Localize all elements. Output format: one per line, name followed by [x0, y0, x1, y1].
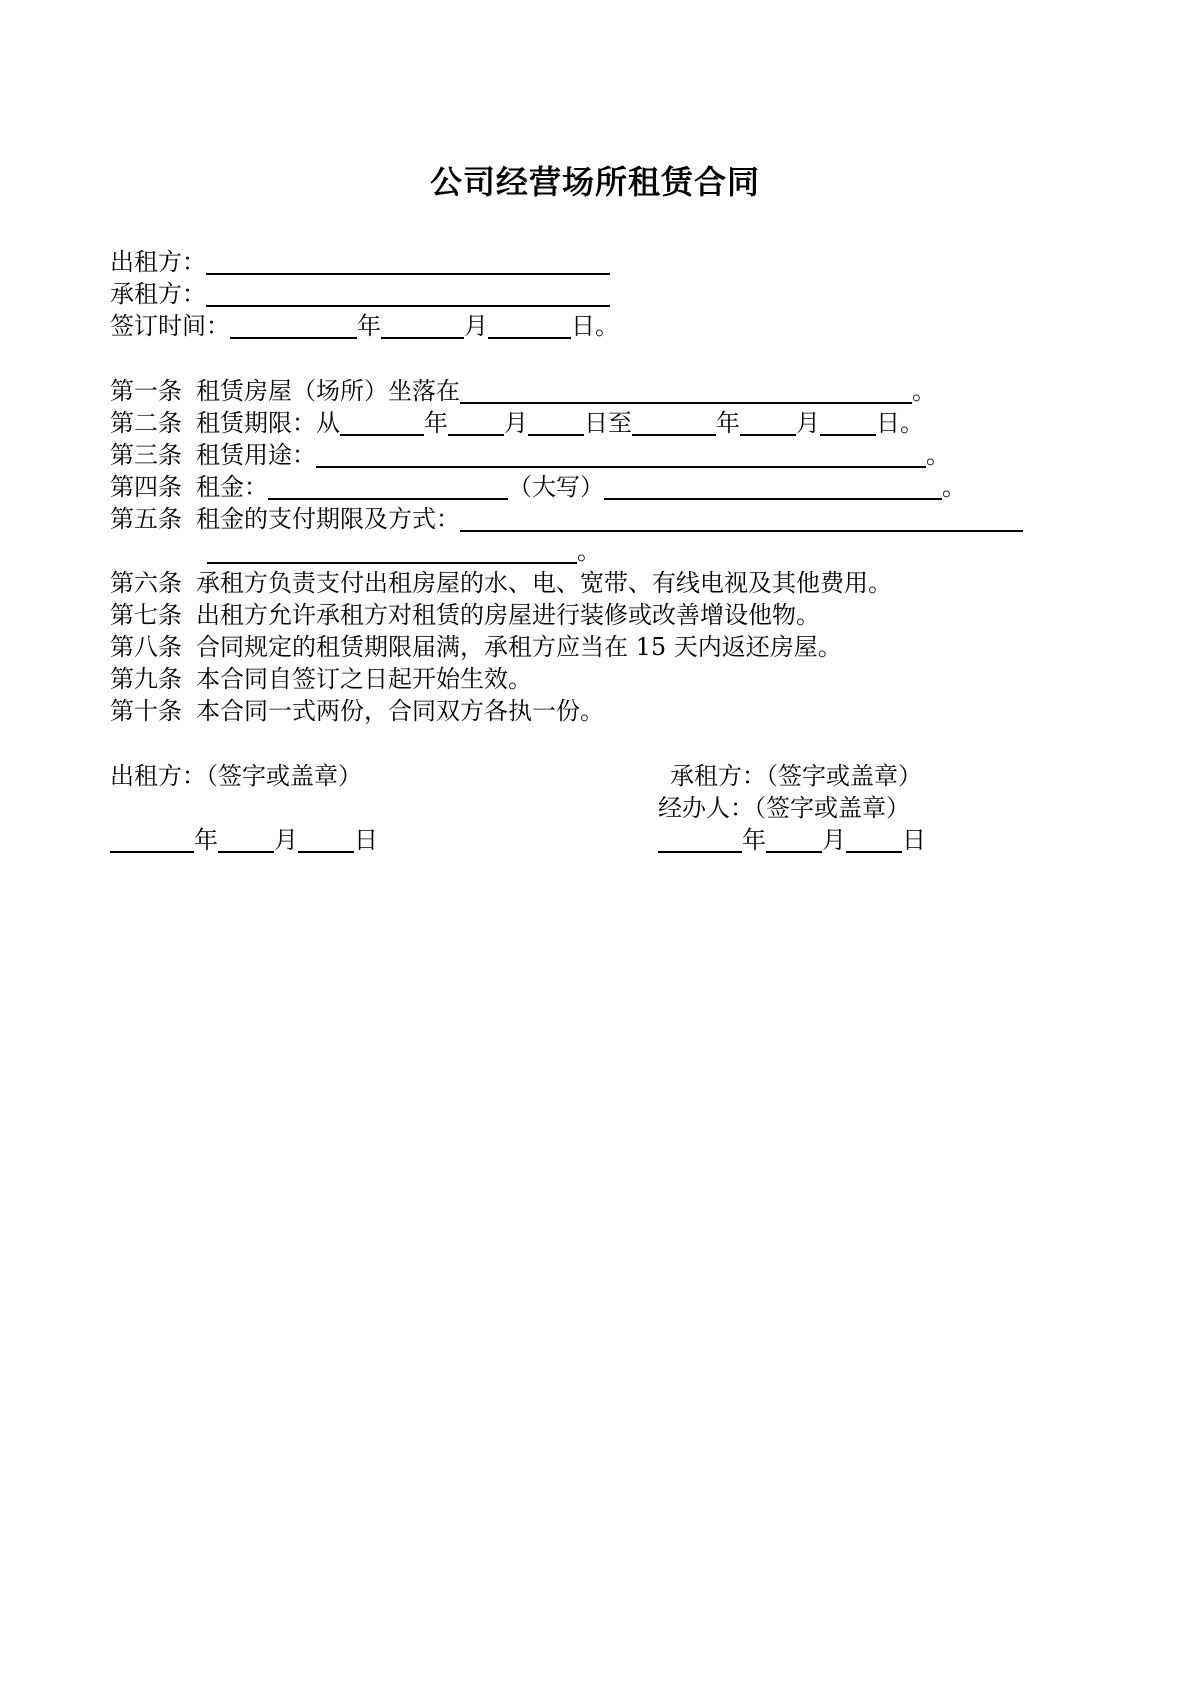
sign-month-blank[interactable] — [381, 311, 464, 339]
end-day-blank[interactable] — [820, 408, 876, 436]
article-number: 第九条 — [110, 665, 182, 693]
day-label: 日 — [902, 826, 926, 854]
period: 。 — [942, 473, 966, 501]
month-label: 月 — [274, 826, 298, 854]
period: 。 — [926, 441, 950, 469]
year-label: 年 — [194, 826, 218, 854]
end-year-blank[interactable] — [632, 408, 716, 436]
article-text: 本合同一式两份，合同双方各执一份。 — [196, 697, 604, 725]
article-text: 租金： — [196, 473, 268, 501]
day-to-label: 日至 — [584, 409, 632, 437]
article-text: 租金的支付期限及方式： — [196, 505, 460, 533]
article-text: 租赁用途： — [196, 441, 316, 469]
article-number: 第十条 — [110, 697, 182, 725]
day-label: 日。 — [571, 312, 619, 340]
lessor-field-row — [110, 246, 610, 278]
document-title: 公司经营场所租赁合同 — [429, 163, 760, 201]
period: 。 — [577, 537, 601, 565]
uppercase-label: （大写） — [508, 473, 604, 501]
payment-terms-blank-2[interactable] — [207, 536, 577, 564]
article-text: 租赁房屋（场所）坐落在 — [196, 377, 460, 405]
article-number: 第六条 — [110, 569, 182, 597]
usage-blank[interactable] — [316, 440, 926, 468]
lessee-day-blank[interactable] — [846, 825, 902, 853]
year-label: 年 — [424, 409, 448, 437]
sign-day-blank[interactable] — [488, 311, 571, 339]
lessee-sign-date — [658, 824, 926, 856]
lessee-year-blank[interactable] — [658, 825, 742, 853]
start-month-blank[interactable] — [448, 408, 504, 436]
lessee-blank[interactable] — [206, 279, 610, 307]
article-text: 租赁期限：从 — [196, 409, 340, 437]
article-text: 承租方负责支付出租房屋的水、电、宽带、有线电视及其他费用。 — [196, 569, 892, 597]
article-number: 第四条 — [110, 473, 182, 501]
agent-signature: 经办人：（签字或盖章） — [658, 794, 910, 822]
article-3 — [110, 439, 950, 471]
lessee-field-row — [110, 278, 610, 310]
article-5-continued — [207, 535, 601, 567]
article-5 — [110, 503, 1023, 535]
day-label: 日 — [354, 826, 378, 854]
article-text: 本合同自签订之日起开始生效。 — [196, 665, 532, 693]
lessor-month-blank[interactable] — [218, 825, 274, 853]
month-label: 月 — [504, 409, 528, 437]
rent-uppercase-blank[interactable] — [604, 472, 942, 500]
article-number: 第七条 — [110, 601, 182, 629]
article-text: 出租方允许承租方对租赁的房屋进行装修或改善增设他物。 — [196, 601, 820, 629]
article-number: 第一条 — [110, 377, 182, 405]
sign-date-row — [110, 310, 619, 342]
article-number: 第三条 — [110, 441, 182, 469]
period: 。 — [912, 377, 936, 405]
article-2 — [110, 407, 924, 439]
article-10 — [110, 695, 604, 727]
article-text: 合同规定的租赁期限届满，承租方应当在 15 天内返还房屋。 — [196, 633, 842, 661]
article-6 — [110, 567, 892, 599]
rent-amount-blank[interactable] — [268, 472, 508, 500]
article-9 — [110, 663, 532, 695]
lessor-sign-date — [110, 824, 378, 856]
article-number: 第八条 — [110, 633, 182, 661]
article-1 — [110, 375, 936, 407]
payment-terms-blank[interactable] — [460, 504, 1023, 532]
month-label: 月 — [464, 312, 488, 340]
start-year-blank[interactable] — [340, 408, 424, 436]
end-month-blank[interactable] — [740, 408, 796, 436]
year-label: 年 — [357, 312, 381, 340]
year-label: 年 — [716, 409, 740, 437]
article-number: 第五条 — [110, 505, 182, 533]
lessor-blank[interactable] — [206, 247, 610, 275]
lessor-year-blank[interactable] — [110, 825, 194, 853]
year-label: 年 — [742, 826, 766, 854]
lessee-signature: 承租方：（签字或盖章） — [670, 762, 922, 790]
lessor-label: 出租方： — [110, 248, 206, 276]
lessor-day-blank[interactable] — [298, 825, 354, 853]
article-4 — [110, 471, 966, 503]
lessor-signature: 出租方：（签字或盖章） — [110, 762, 362, 790]
article-number: 第二条 — [110, 409, 182, 437]
lessee-label: 承租方： — [110, 280, 206, 308]
sign-date-label: 签订时间： — [110, 312, 230, 340]
month-label: 月 — [796, 409, 820, 437]
sign-year-blank[interactable] — [230, 311, 357, 339]
day-label: 日。 — [876, 409, 924, 437]
start-day-blank[interactable] — [528, 408, 584, 436]
lessee-month-blank[interactable] — [766, 825, 822, 853]
month-label: 月 — [822, 826, 846, 854]
article-8 — [110, 631, 842, 663]
article-7 — [110, 599, 820, 631]
location-blank[interactable] — [460, 376, 912, 404]
